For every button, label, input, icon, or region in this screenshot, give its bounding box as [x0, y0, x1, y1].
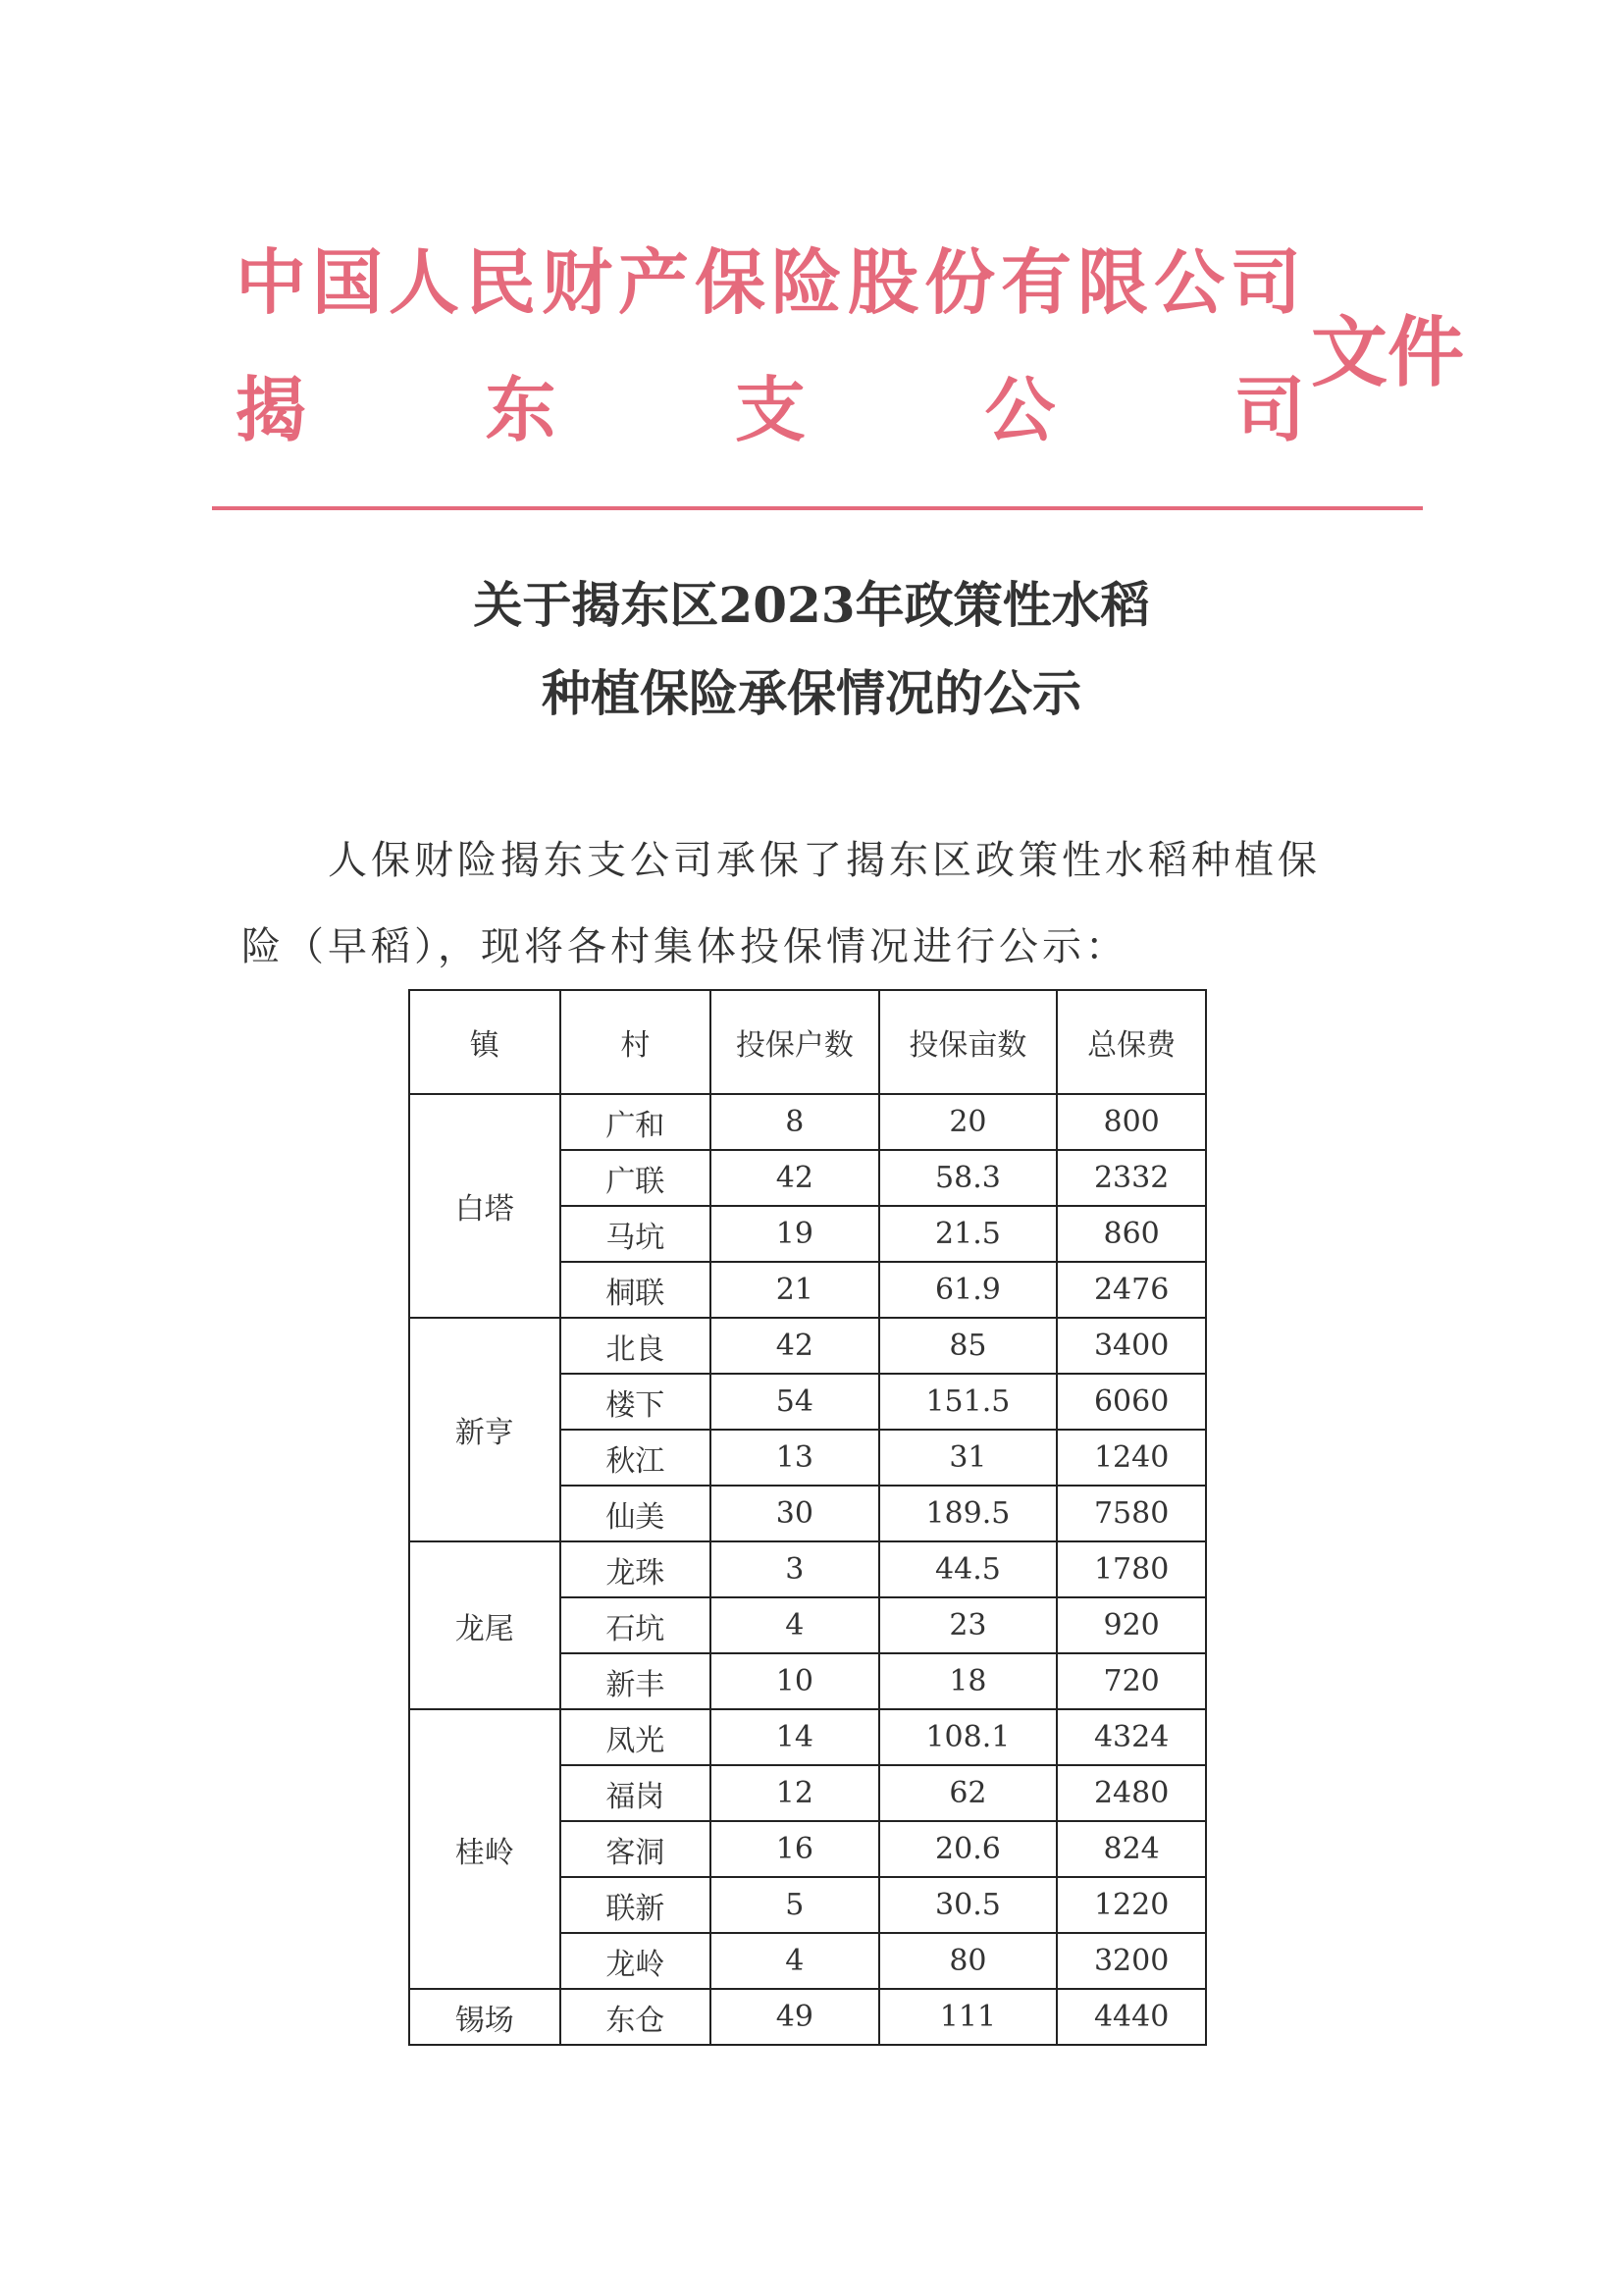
premium-cell: 860 [1057, 1206, 1206, 1262]
table-row [409, 1318, 1206, 1374]
branch-char: 支 [734, 369, 806, 451]
letterhead-company-name: 中国人民财产保险股份有限公司 [236, 241, 1308, 324]
village-cell: 马坑 [560, 1206, 711, 1262]
village-cell: 秋江 [560, 1430, 711, 1486]
branch-char: 东 [485, 369, 556, 451]
village-cell: 龙岭 [560, 1933, 711, 1989]
table-row [409, 1989, 1206, 2045]
households-cell: 42 [710, 1318, 879, 1374]
branch-char: 司 [1233, 369, 1305, 451]
premium-cell: 3200 [1057, 1933, 1206, 1989]
mu-cell: 80 [879, 1933, 1058, 1989]
town-cell: 新亨 [409, 1318, 560, 1541]
mu-cell: 62 [879, 1765, 1058, 1821]
mu-cell: 20 [879, 1094, 1058, 1150]
village-cell: 客洞 [560, 1821, 711, 1877]
table-row [409, 1709, 1206, 1765]
letterhead-divider [212, 506, 1423, 510]
letterhead-branch-name [236, 363, 1305, 457]
table-body [409, 1094, 1206, 2045]
village-cell: 东仓 [560, 1989, 711, 2045]
households-cell: 8 [710, 1094, 879, 1150]
mu-cell: 44.5 [879, 1541, 1058, 1597]
households-cell: 21 [710, 1262, 879, 1318]
header-mu: 投保亩数 [879, 990, 1058, 1094]
town-cell: 锡场 [409, 1989, 560, 2045]
mu-cell: 108.1 [879, 1709, 1058, 1765]
village-cell: 联新 [560, 1877, 711, 1933]
households-cell: 12 [710, 1765, 879, 1821]
village-cell: 新丰 [560, 1653, 711, 1709]
households-cell: 14 [710, 1709, 879, 1765]
town-cell: 龙尾 [409, 1541, 560, 1709]
households-cell: 4 [710, 1933, 879, 1989]
branch-char: 揭 [236, 369, 307, 451]
premium-cell: 2476 [1057, 1262, 1206, 1318]
premium-cell: 2480 [1057, 1765, 1206, 1821]
households-cell: 5 [710, 1877, 879, 1933]
village-cell: 楼下 [560, 1374, 711, 1430]
mu-cell: 61.9 [879, 1262, 1058, 1318]
village-cell: 桐联 [560, 1262, 711, 1318]
letterhead-doc-label: 文件 [1311, 309, 1465, 397]
header-town: 镇 [409, 990, 560, 1094]
mu-cell: 23 [879, 1597, 1058, 1653]
households-cell: 16 [710, 1821, 879, 1877]
village-cell: 石坑 [560, 1597, 711, 1653]
premium-cell: 2332 [1057, 1150, 1206, 1206]
village-cell: 北良 [560, 1318, 711, 1374]
premium-cell: 3400 [1057, 1318, 1206, 1374]
header-premium: 总保费 [1057, 990, 1206, 1094]
mu-cell: 189.5 [879, 1486, 1058, 1541]
premium-cell: 4440 [1057, 1989, 1206, 2045]
premium-cell: 720 [1057, 1653, 1206, 1709]
village-cell: 凤光 [560, 1709, 711, 1765]
village-cell: 仙美 [560, 1486, 711, 1541]
households-cell: 13 [710, 1430, 879, 1486]
households-cell: 3 [710, 1541, 879, 1597]
households-cell: 19 [710, 1206, 879, 1262]
households-cell: 4 [710, 1597, 879, 1653]
intro-paragraph-line1: 人保财险揭东支公司承保了揭东区政策性水稻种植保 [328, 838, 1321, 883]
households-cell: 10 [710, 1653, 879, 1709]
premium-cell: 1780 [1057, 1541, 1206, 1597]
mu-cell: 58.3 [879, 1150, 1058, 1206]
town-cell: 桂岭 [409, 1709, 560, 1989]
table-row [409, 1094, 1206, 1150]
households-cell: 49 [710, 1989, 879, 2045]
premium-cell: 920 [1057, 1597, 1206, 1653]
mu-cell: 21.5 [879, 1206, 1058, 1262]
households-cell: 42 [710, 1150, 879, 1206]
village-cell: 广和 [560, 1094, 711, 1150]
document-title-line2: 种植保险承保情况的公示 [542, 664, 1081, 722]
header-village: 村 [560, 990, 711, 1094]
mu-cell: 20.6 [879, 1821, 1058, 1877]
households-cell: 30 [710, 1486, 879, 1541]
table-row [409, 1541, 1206, 1597]
premium-cell: 824 [1057, 1821, 1206, 1877]
mu-cell: 85 [879, 1318, 1058, 1374]
town-cell: 白塔 [409, 1094, 560, 1318]
premium-cell: 7580 [1057, 1486, 1206, 1541]
premium-cell: 1220 [1057, 1877, 1206, 1933]
village-cell: 福岗 [560, 1765, 711, 1821]
mu-cell: 151.5 [879, 1374, 1058, 1430]
header-households: 投保户数 [710, 990, 879, 1094]
village-cell: 龙珠 [560, 1541, 711, 1597]
branch-char: 公 [984, 369, 1056, 451]
mu-cell: 18 [879, 1653, 1058, 1709]
premium-cell: 1240 [1057, 1430, 1206, 1486]
premium-cell: 6060 [1057, 1374, 1206, 1430]
intro-paragraph-line2: 险（早稻），现将各村集体投保情况进行公示： [241, 924, 1128, 969]
mu-cell: 31 [879, 1430, 1058, 1486]
document-title-line1: 关于揭东区2023年政策性水稻 [473, 576, 1150, 634]
households-cell: 54 [710, 1374, 879, 1430]
table-header-row [409, 990, 1206, 1094]
village-cell: 广联 [560, 1150, 711, 1206]
premium-cell: 800 [1057, 1094, 1206, 1150]
mu-cell: 30.5 [879, 1877, 1058, 1933]
insurance-table [408, 989, 1207, 2046]
mu-cell: 111 [879, 1989, 1058, 2045]
premium-cell: 4324 [1057, 1709, 1206, 1765]
